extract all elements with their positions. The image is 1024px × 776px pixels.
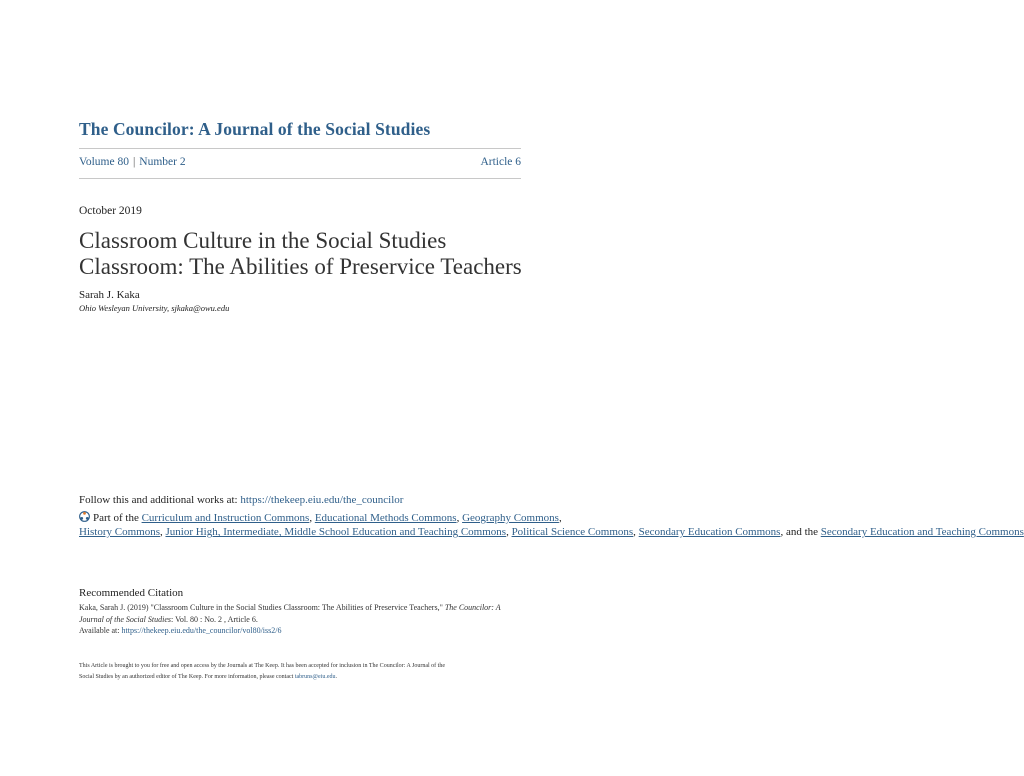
part-of-commons: Part of the Curriculum and Instruction Commons, Educational Methods Commons, Geography Commons, History Commons, Junior High, Intermediate, Middle School Education and Teaching Commons, Political Science Commons, Secondary Education Commons, and the Secondary Education and Teaching Commons xyxy=(79,512,1024,539)
citation-volume: : Vol. 80 : No. 2 , Article 6. xyxy=(171,614,258,624)
footer-line-2: Social Studies by an authorized editor of The Keep. For more information, please contact xyxy=(79,674,294,680)
publication-date: October 2019 xyxy=(79,205,142,217)
recommended-citation-heading: Recommended Citation xyxy=(79,587,184,599)
header-divider-bottom xyxy=(79,178,521,179)
commons-link-history[interactable]: History Commons xyxy=(79,526,160,539)
footer-end: . xyxy=(335,674,338,680)
article-title xyxy=(79,228,549,280)
part-of-conjunction: and the xyxy=(785,526,819,539)
volume-line xyxy=(79,156,521,168)
article-title-line-2: Classroom: The Abilities of Preservice Teachers xyxy=(79,254,522,279)
volume-separator: | xyxy=(132,156,136,168)
recommended-citation-body xyxy=(79,602,524,637)
citation-journal-cont: Journal of the Social Studies xyxy=(79,614,171,624)
commons-link-geography[interactable]: Geography Commons xyxy=(462,512,559,524)
follow-line xyxy=(79,494,529,506)
follow-url-link[interactable]: https://thekeep.eiu.edu/the_councilor xyxy=(240,494,404,506)
citation-text: Kaka, Sarah J. (2019) "Classroom Culture in the Social Studies Classroom: The Abilities of Preservice Teachers," xyxy=(79,603,443,612)
commons-link-curriculum[interactable]: Curriculum and Instruction Commons xyxy=(141,512,310,524)
contact-email-link[interactable]: tabruns@eiu.edu xyxy=(294,674,336,680)
footer-line-1: This Article is brought to you for free and open access by the Journals at The Keep. It has been accepted for inclusion in The Councilor: A Journal of the xyxy=(79,663,446,669)
commons-link-secondary-education[interactable]: Secondary Education Commons xyxy=(638,526,781,539)
author-affiliation: Ohio Wesleyan University, sjkaka@owu.edu xyxy=(79,303,230,313)
commons-link-secondary-teaching[interactable]: Secondary Education and Teaching Commons xyxy=(820,526,1024,539)
author-name: Sarah J. Kaka xyxy=(79,289,140,301)
commons-link-political-science[interactable]: Political Science Commons xyxy=(511,526,634,539)
header-divider-top xyxy=(79,148,521,149)
commons-link-educational-methods[interactable]: Educational Methods Commons xyxy=(314,512,457,524)
number-link[interactable]: Number 2 xyxy=(139,156,186,168)
citation-url-link[interactable]: https://thekeep.eiu.edu/the_councilor/vol80/iss2/6 xyxy=(121,626,282,635)
part-of-label: Part of the xyxy=(93,512,139,524)
follow-label: Follow this and additional works at: xyxy=(79,494,238,506)
citation-available-label: Available at: xyxy=(79,626,120,635)
article-link[interactable]: Article 6 xyxy=(480,156,521,168)
commons-link-junior-high[interactable]: Junior High, Intermediate, Middle School Education and Teaching Commons xyxy=(165,526,507,539)
volume-link[interactable]: Volume 80 xyxy=(79,156,129,168)
article-title-line-1: Classroom Culture in the Social Studies xyxy=(79,228,447,253)
citation-journal: The Councilor: A xyxy=(444,603,501,612)
journal-title[interactable]: The Councilor: A Journal of the Social Studies xyxy=(79,119,431,139)
access-footer xyxy=(79,661,524,683)
network-icon xyxy=(79,511,90,522)
